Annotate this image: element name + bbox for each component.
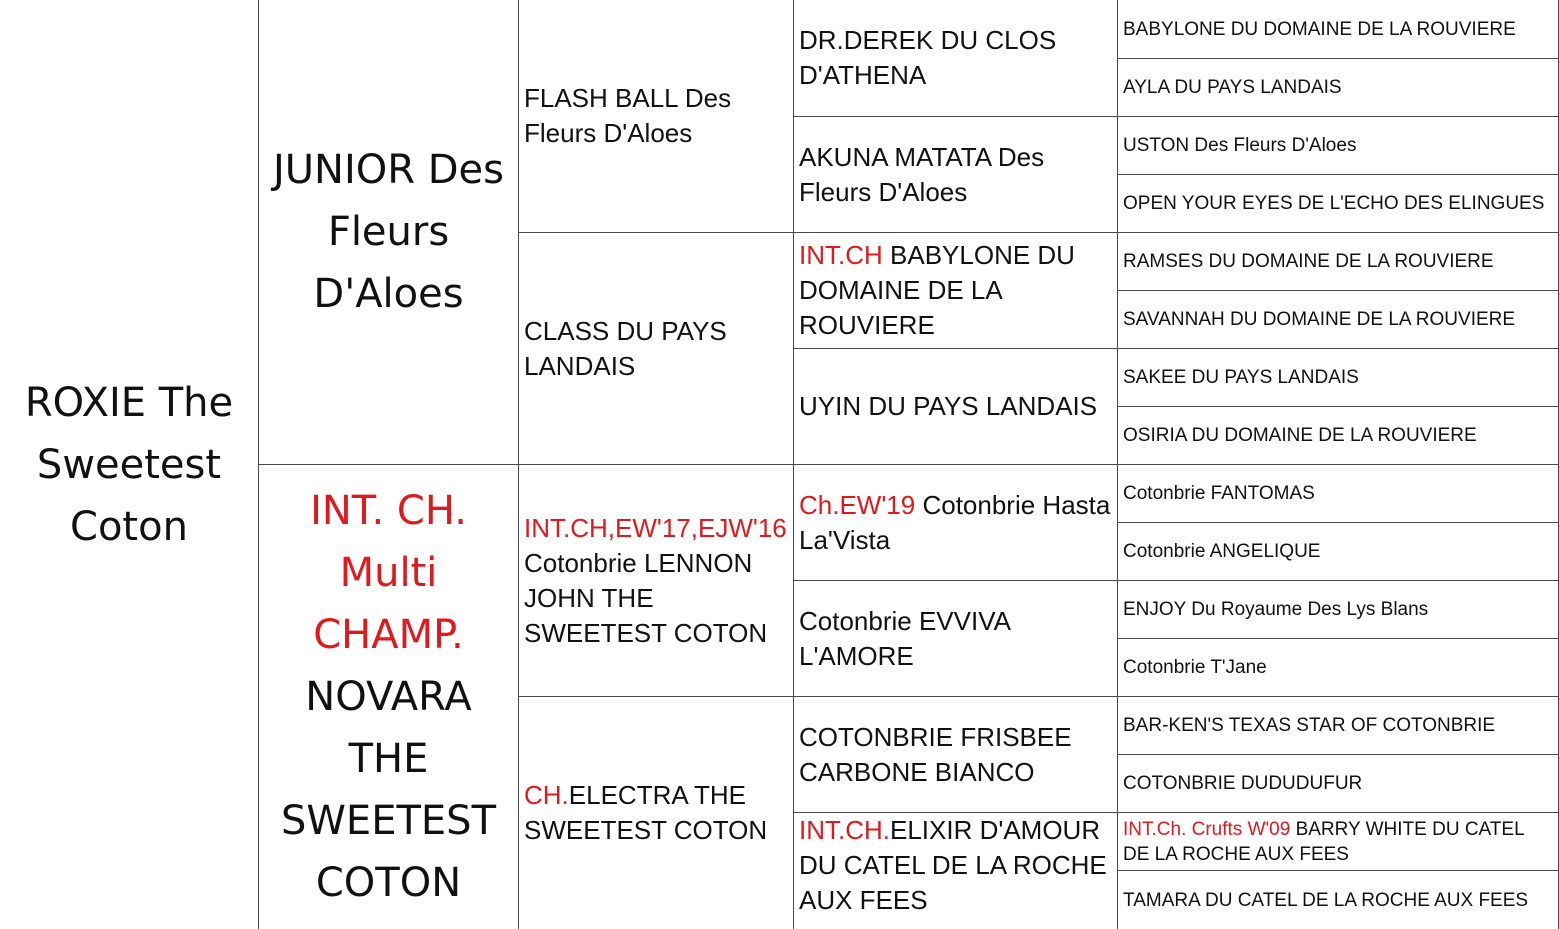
ggg-name: ENJOY Du Royaume Des Lys Blans: [1123, 599, 1429, 620]
dam-name: NOVARA THE SWEETEST COTON: [280, 674, 497, 906]
grandparent-name: ELECTRA THE SWEETEST COTON: [524, 780, 768, 845]
dog-name: ROXIE The Sweetest Coton: [24, 379, 234, 550]
ggg-cell: [1118, 697, 1559, 754]
grandparent-cell: [519, 465, 793, 696]
dam-title: INT. CH. Multi CHAMP.: [310, 488, 467, 658]
sire-cell: [259, 0, 518, 464]
ggg-cell: [1118, 813, 1559, 870]
ggg-cell: [1118, 117, 1559, 174]
great-grandparent-name: BABYLONE DU DOMAINE DE LA ROUVIERE: [799, 240, 1075, 340]
great-grandparent-cell: [794, 581, 1117, 696]
great-grandparent-title: Ch.EW'19: [799, 489, 916, 520]
great-grandparent-cell: [794, 465, 1117, 580]
ggg-cell: [1118, 755, 1559, 812]
ggg-name: OSIRIA DU DOMAINE DE LA ROUVIERE: [1123, 425, 1477, 446]
ggg-name: Cotonbrie FANTOMAS: [1123, 483, 1315, 504]
great-grandparent-title: INT.CH: [799, 240, 883, 270]
ggg-cell: [1118, 59, 1559, 116]
dam-cell: [259, 465, 518, 929]
great-grandparent-cell: [794, 117, 1117, 232]
grandparent-cell: [519, 697, 793, 929]
ggg-cell: [1118, 291, 1559, 348]
grandparent-title: CH.: [524, 780, 569, 810]
grandparent-name: FLASH BALL Des Fleurs D'Aloes: [524, 83, 732, 148]
ggg-name: RAMSES DU DOMAINE DE LA ROUVIERE: [1123, 251, 1494, 272]
ggg-cell: [1118, 639, 1559, 696]
ggg-name: USTON Des Fleurs D'Aloes: [1123, 135, 1357, 156]
great-grandparent-name: Cotonbrie EVVIVA L'AMORE: [799, 605, 1010, 671]
great-grandparent-name: UYIN DU PAYS LANDAIS: [799, 391, 1098, 421]
grandparent-cell: [519, 233, 793, 464]
ggg-title: INT.Ch. Crufts W'09: [1123, 818, 1291, 840]
grandparent-name: Cotonbrie LENNON JOHN THE SWEETEST COTON: [524, 547, 768, 648]
ggg-name: Cotonbrie T'Jane: [1123, 657, 1267, 678]
grandparent-title: INT.CH,EW'17,EJW'16: [524, 512, 787, 543]
ggg-cell: [1118, 175, 1559, 232]
ggg-cell: [1118, 0, 1559, 58]
grandparent-cell: [519, 0, 793, 232]
great-grandparent-cell: [794, 697, 1117, 812]
ggg-name: COTONBRIE DUDUDUFUR: [1123, 773, 1363, 794]
ggg-cell: [1118, 407, 1559, 464]
ggg-cell: [1118, 465, 1559, 522]
ggg-name: AYLA DU PAYS LANDAIS: [1123, 77, 1342, 98]
ggg-name: TAMARA DU CATEL DE LA ROCHE AUX FEES: [1123, 889, 1529, 911]
ggg-name: BABYLONE DU DOMAINE DE LA ROUVIERE: [1123, 18, 1516, 40]
great-grandparent-name: ELIXIR D'AMOUR DU CATEL DE LA ROCHE AUX FEES: [799, 815, 1107, 915]
ggg-name: BARRY WHITE DU CATEL DE LA ROCHE AUX FEES: [1123, 818, 1524, 865]
ggg-name: SAVANNAH DU DOMAINE DE LA ROUVIERE: [1123, 309, 1516, 330]
great-grandparent-name: AKUNA MATATA Des Fleurs D'Aloes: [799, 141, 1045, 207]
ggg-name: OPEN YOUR EYES DE L'ECHO DES ELINGUES: [1123, 193, 1545, 214]
ggg-cell: [1118, 233, 1559, 290]
ggg-name: Cotonbrie ANGELIQUE: [1123, 541, 1321, 562]
great-grandparent-cell: [794, 349, 1117, 464]
great-grandparent-name: Cotonbrie Hasta La'Vista: [799, 489, 1111, 555]
great-grandparent-cell: [794, 813, 1117, 929]
dog-cell: [0, 0, 258, 929]
great-grandparent-name: DR.DEREK DU CLOS D'ATHENA: [799, 25, 1057, 90]
great-grandparent-cell: [794, 0, 1117, 116]
ggg-cell: [1118, 523, 1559, 580]
ggg-cell: [1118, 581, 1559, 638]
grandparent-name: CLASS DU PAYS LANDAIS: [524, 315, 727, 381]
sire-name: JUNIOR Des Fleurs D'Aloes: [272, 147, 505, 317]
ggg-name: SAKEE DU PAYS LANDAIS: [1123, 367, 1359, 388]
ggg-name: BAR-KEN'S TEXAS STAR OF COTONBRIE: [1123, 715, 1496, 736]
great-grandparent-name: COTONBRIE FRISBEE CARBONE BIANCO: [799, 721, 1072, 787]
great-grandparent-title: INT.CH.: [799, 815, 890, 845]
great-grandparent-cell: [794, 233, 1117, 348]
ggg-cell: [1118, 871, 1559, 929]
ggg-cell: [1118, 349, 1559, 406]
